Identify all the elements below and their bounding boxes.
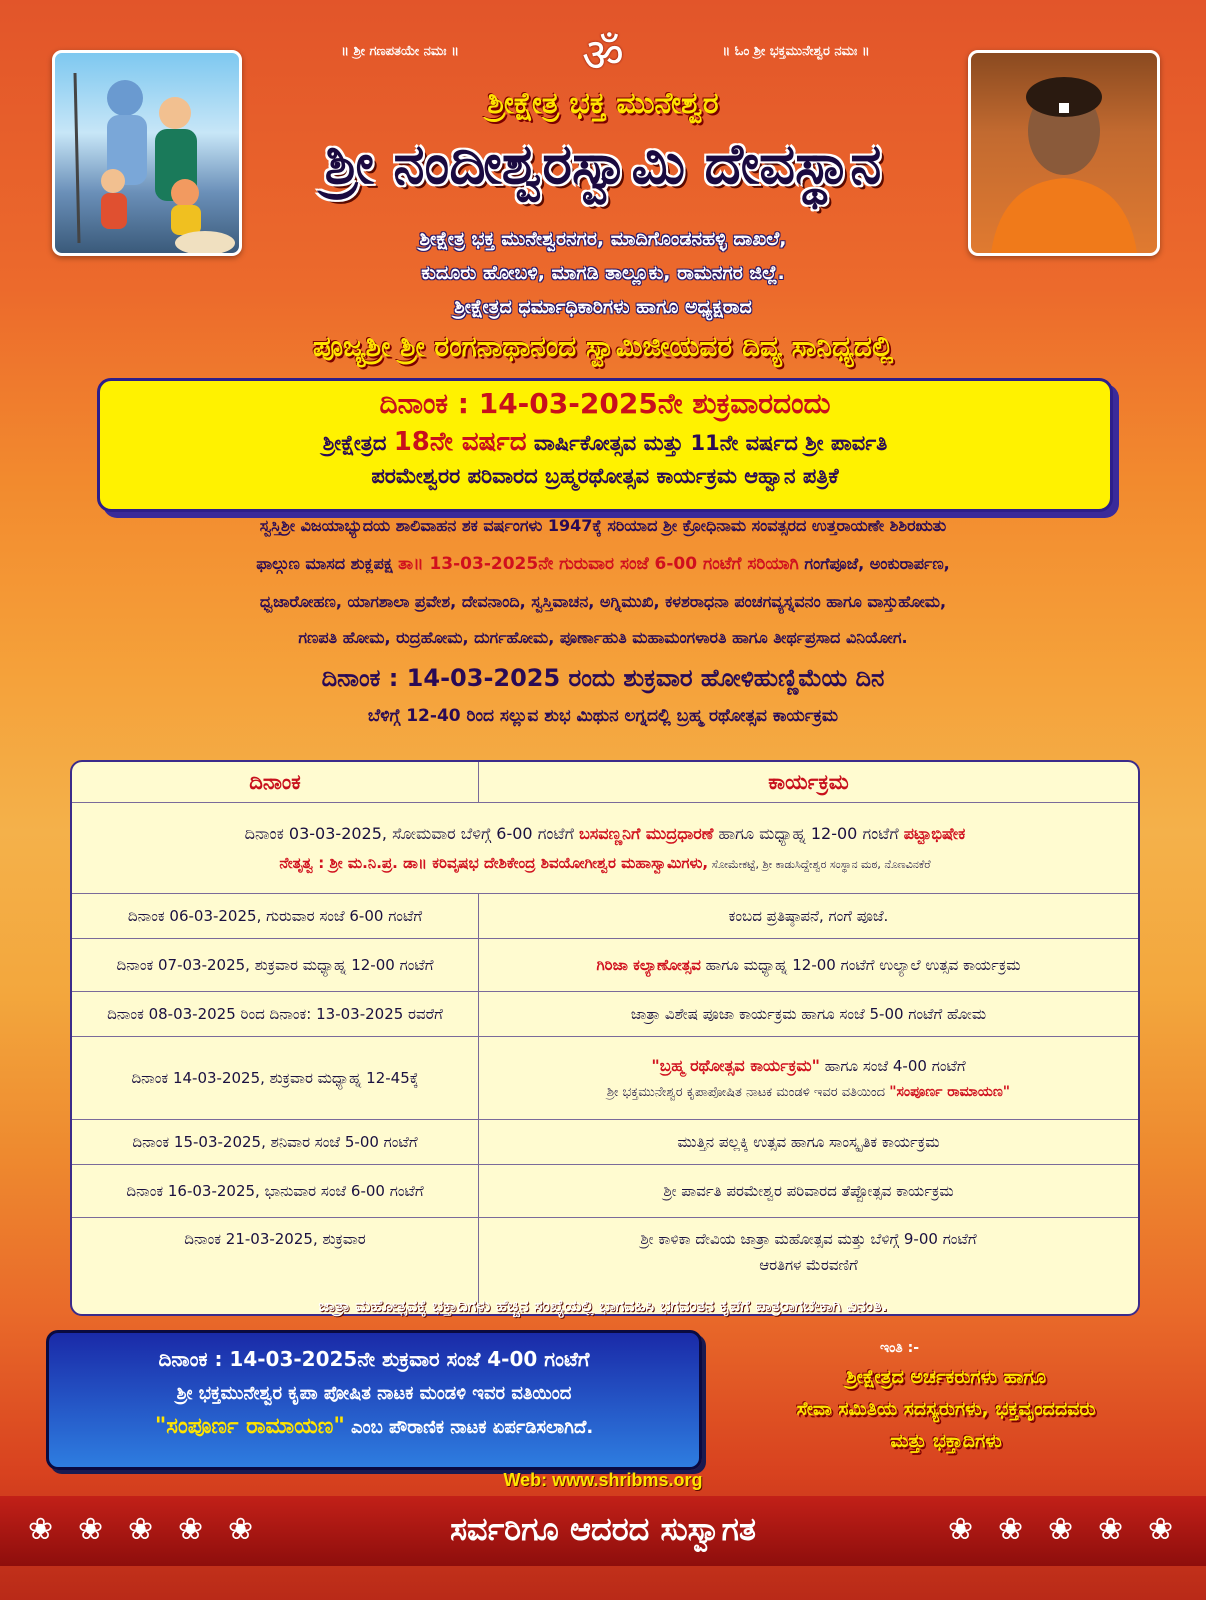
flower-icon: ❀: [1098, 1512, 1124, 1547]
invite-18th-year: 18ನೇ ವರ್ಷದ: [393, 427, 527, 457]
table-row: [72, 992, 1138, 1037]
drama-title-line: [49, 1414, 699, 1439]
flower-icon: ❀: [998, 1512, 1024, 1547]
row-program-text-2: ಆರತಿಗಳ ಮೆರವಣಿಗೆ: [759, 1256, 858, 1274]
row-program: ಶ್ರೀ ಪಾರ್ವತಿ ಪರಮೇಶ್ವರ ಪರಿವಾರದ ತೆಪ್ಪೋತ್ಸವ ಕಾರ್ಯಕ್ರಮ: [479, 1165, 1139, 1218]
invite-line-3: ಪರಮೇಶ್ವರರ ಪರಿವಾರದ ಬ್ರಹ್ಮರಥೋತ್ಸವ ಕಾರ್ಯಕ್ರಮ ಆಹ್ವಾನ ಪತ್ರಿಕೆ: [371, 464, 839, 488]
drama-box: [46, 1330, 702, 1470]
signoff-line-2: ಸೇವಾ ಸಮಿತಿಯ ಸದಸ್ಯರುಗಳು, ಭಕ್ತವೃಂದದವರು: [796, 1398, 1096, 1420]
drama-date: ದಿನಾಂಕ : 14-03-2025ನೇ ಶುಕ್ರವಾರ ಸಂಜೆ 4-00 ಗಂಟೆಗೆ: [158, 1347, 590, 1371]
flower-icon: ❀: [1048, 1512, 1074, 1547]
invite-line-2-a: ಶ್ರೀಕ್ಷೇತ್ರದ: [322, 431, 394, 455]
table-row: [72, 1120, 1138, 1165]
flower-icon: ❀: [1148, 1512, 1174, 1547]
first-event-line-1: [80, 824, 1130, 844]
schedule-table: [70, 760, 1140, 1316]
address-line-3: ಶ್ರೀಕ್ಷೇತ್ರದ ಧರ್ಮಾಧಿಕಾರಿಗಳು ಹಾಗೂ ಅಧ್ಯಕ್ಷರಾದ: [454, 296, 752, 318]
flower-icon: ❀: [948, 1512, 974, 1547]
row-program: ಕಂಬದ ಪ್ರತಿಷ್ಠಾಪನೆ, ಗಂಗೆ ಪೂಜೆ.: [479, 894, 1139, 939]
first-event-text-c: ಹಾಗೂ ಮಧ್ಯಾಹ್ನ 12-00 ಗಂಟೆಗೆ: [713, 824, 904, 843]
intro-line-1: ಸ್ವಸ್ತಿಶ್ರೀ ವಿಜಯಾಭ್ಯುದಯ ಶಾಲಿವಾಹನ ಶಕ ವರ್ಷಂಗಳು 1947ಕ್ಕೆ ಸರಿಯಾದ ಶ್ರೀ ಕ್ರೋಧಿನಾಮ ಸಂವತ್ಸರದ ಉತ್ತರಾಯಣೇ ಶಿಶಿರಋತು: [259, 516, 947, 535]
flower-icon: ❀: [28, 1512, 54, 1547]
signoff-line-3: ಮತ್ತು ಭಕ್ತಾದಿಗಳು: [890, 1430, 1002, 1452]
welcome-text: ಸರ್ವರಿಗೂ ಆದರದ ಸುಸ್ವಾಗತ: [450, 1510, 756, 1548]
intro-line-4: ಗಣಪತಿ ಹೋಮ, ರುದ್ರಹೋಮ, ದುರ್ಗಹೋಮ, ಪೂರ್ಣಾಹುತಿ ಮಹಾಮಂಗಳಾರತಿ ಹಾಗೂ ತೀರ್ಥಪ್ರಸಾದ ವಿನಿಯೋಗ.: [298, 628, 908, 647]
invite-line-2: [100, 427, 1110, 458]
holi-line: ದಿನಾಂಕ : 14-03-2025 ರಂದು ಶುಕ್ರವಾರ ಹೋಳಿಹುಣ್ಣಿಮೆಯ ದಿನ: [321, 664, 885, 692]
intro-line-3: ಧ್ವಜಾರೋಹಣ, ಯಾಗಶಾಲಾ ಪ್ರವೇಶ, ದೇವನಾಂದಿ, ಸ್ವಸ್ತಿವಾಚನ, ಅಗ್ನಿಮುಖಿ, ಕಳಶರಾಧನಾ ಪಂಚಗವ್ಯಸ್ನವನಂ ಹಾಗೂ ವಾಸ್ತುಹೋಮ,: [259, 592, 947, 611]
first-event-highlight-d: ಪಟ್ಟಾಭಿಷೇಕ: [903, 824, 966, 843]
right-invocation: ॥ ಓಂ ಶ್ರೀ ಭಕ್ತಮುನೇಶ್ವರ ನಮಃ ॥: [722, 44, 870, 59]
row-date: ದಿನಾಂಕ 14-03-2025, ಶುಕ್ರವಾರ ಮಧ್ಯಾಹ್ನ 12-45ಕ್ಕೆ: [72, 1037, 479, 1120]
presence-line: ಪೂಜ್ಯಶ್ರೀ ಶ್ರೀ ರಂಗನಾಥಾನಂದ ಸ್ವಾಮಿಜೀಯವರ ದಿವ್ಯ ಸಾನಿಧ್ಯದಲ್ಲಿ: [312, 330, 894, 363]
row-program: [479, 1037, 1139, 1120]
table-row: [72, 894, 1138, 939]
col-program-header: ಕಾರ್ಯಕ್ರಮ: [479, 762, 1139, 803]
flower-icon: ❀: [178, 1512, 204, 1547]
invite-line-2-c: ವಾರ್ಷಿಕೋತ್ಸವ ಮತ್ತು 11ನೇ ವರ್ಷದ ಶ್ರೀ ಪಾರ್ವತಿ: [526, 431, 888, 455]
row-program-text: ಶ್ರೀ ಕಾಳಿಕಾ ದೇವಿಯ ಜಾತ್ರಾ ಮಹೋತ್ಸವ ಮತ್ತು ಬೆಳಿಗ್ಗೆ 9-00 ಗಂಟೆಗೆ: [640, 1230, 977, 1248]
temple-subtitle: ಶ್ರೀಕ್ಷೇತ್ರ ಭಕ್ತ ಮುನೇಶ್ವರ: [487, 86, 719, 121]
drama-troupe: ಶ್ರೀ ಭಕ್ತಮುನೇಶ್ವರ ಕೃಪಾ ಪೋಷಿತ ನಾಟಕ ಮಂಡಳಿ ಇವರ ವತಿಯಿಂದ: [176, 1383, 572, 1404]
col-date-header: ದಿನಾಂಕ: [72, 762, 479, 803]
request-line: ಜಾತ್ರಾ ಮಹೋತ್ಸವಕ್ಕೆ ಭಕ್ತಾದಿಗಳು ಹೆಚ್ಚಿನ ಸಂಖ್ಯೆಯಲ್ಲಿ ಭಾಗವಹಿಸಿ ಭಗವಂತನ ಕೃಪೆಗೆ ಪಾತ್ರರಾಗಬೇಕಾಗಿ ವಿನಂತಿ.: [318, 1296, 888, 1315]
row-date: ದಿನಾಂಕ 16-03-2025, ಭಾನುವಾರ ಸಂಜೆ 6-00 ಗಂಟೆಗೆ: [72, 1165, 479, 1218]
footer-band: [0, 1496, 1206, 1566]
flower-icon: ❀: [78, 1512, 104, 1547]
address-line-1: ಶ್ರೀಕ್ಷೇತ್ರ ಭಕ್ತ ಮುನೇಶ್ವರನಗರ, ಮಾದಿಗೊಂಡನಹಳ್ಳಿ ದಾಖಲೆ,: [419, 228, 787, 250]
first-event-highlight-b: ಬಸವಣ್ಣನಿಗೆ ಮುದ್ರಧಾರಣೆ: [578, 824, 714, 843]
first-event-mutt: ಸೋಮೇಕಟ್ಟೆ, ಶ್ರೀ ಕಾಡುಸಿದ್ದೇಶ್ವರ ಸಂಸ್ಥಾನ ಮಠ, ನೊಣವಿನಕೆರೆ: [708, 858, 931, 871]
intro-line-2: [0, 554, 1206, 574]
iti-label: ಇಂತಿ :-: [880, 1340, 920, 1356]
row-date: ದಿನಾಂಕ 21-03-2025, ಶುಕ್ರವಾರ: [72, 1218, 479, 1317]
row-program: ಜಾತ್ರಾ ವಿಶೇಷ ಪೂಜಾ ಕಾರ್ಯಕ್ರಮ ಹಾಗೂ ಸಂಜೆ 5-00 ಗಂಟೆಗೆ ಹೋಮ: [479, 992, 1139, 1037]
intro-date-highlight: ತಾ॥ 13-03-2025ನೇ ಗುರುವಾರ ಸಂಜೆ 6-00 ಗಂಟೆಗೆ ಸರಿಯಾಗಿ: [398, 554, 799, 574]
temple-title: ಶ್ರೀ ನಂದೀಶ್ವರಸ್ವಾಮಿ ದೇವಸ್ಥಾನ: [324, 132, 882, 197]
left-invocation: ॥ ಶ್ರೀ ಗಣಪತಯೇ ನಮಃ ॥: [341, 44, 459, 59]
intro-line-2-a: ಫಾಲ್ಗುಣ ಮಾಸದ ಶುಕ್ಲಪಕ್ಷ: [256, 554, 399, 573]
first-event-leader: ನೇತೃತ್ವ : ಶ್ರೀ ಮ.ನಿ.ಪ್ರ. ಡಾ॥ ಕರಿವೃಷಭ ದೇಶಿಕೇಂದ್ರ ಶಿವಯೋಗೀಶ್ವರ ಮಹಾಸ್ವಾಮಿಗಳು,: [279, 854, 709, 872]
table-row: [72, 803, 1138, 894]
signoff-line-1: ಶ್ರೀಕ್ಷೇತ್ರದ ಅರ್ಚಕರುಗಳು ಹಾಗೂ: [846, 1366, 1046, 1388]
table-header-row: [72, 762, 1138, 803]
om-symbol: ॐ: [582, 28, 624, 82]
first-event-text-a: ದಿನಾಂಕ 03-03-2025, ಸೋಮವಾರ ಬೆಳಿಗ್ಗೆ 6-00 ಗಂಟೆಗೆ: [244, 824, 579, 843]
website-link[interactable]: Web: www.shribms.org: [503, 1470, 703, 1490]
invite-date: ದಿನಾಂಕ : 14-03-2025ನೇ ಶುಕ್ರವಾರದಂದು: [379, 387, 831, 420]
table-row: [72, 939, 1138, 992]
flower-icon: ❀: [228, 1512, 254, 1547]
invitation-box: [97, 378, 1113, 512]
row-program-highlight: "ಬ್ರಹ್ಮ ರಥೋತ್ಸವ ಕಾರ್ಯಕ್ರಮ": [651, 1056, 820, 1075]
rathotsava-line: ಬೆಳಿಗ್ಗೆ 12-40 ರಿಂದ ಸಲ್ಲುವ ಶುಭ ಮಿಥುನ ಲಗ್ನದಲ್ಲಿ ಬ್ರಹ್ಮ ರಥೋತ್ಸವ ಕಾರ್ಯಕ್ರಮ: [367, 706, 839, 726]
drama-desc: ಎಂಬ ಪೌರಾಣಿಕ ನಾಟಕ ಏರ್ಪಡಿಸಲಾಗಿದೆ.: [344, 1417, 594, 1438]
table-row: [72, 1037, 1138, 1120]
row-program-text: ಹಾಗೂ ಸಂಜೆ 4-00 ಗಂಟೆಗೆ: [819, 1057, 966, 1075]
address-line-2: ಕುದೂರು ಹೋಬಳಿ, ಮಾಗಡಿ ತಾಲ್ಲೂಕು, ರಾಮನಗರ ಜಿಲ್ಲೆ.: [421, 262, 785, 284]
row-date: ದಿನಾಂಕ 15-03-2025, ಶನಿವಾರ ಸಂಜೆ 5-00 ಗಂಟೆಗೆ: [72, 1120, 479, 1165]
row-program-highlight-2: "ಸಂಪೂರ್ಣ ರಾಮಾಯಣ": [889, 1084, 1011, 1100]
table-row: [72, 1165, 1138, 1218]
drama-title: "ಸಂಪೂರ್ಣ ರಾಮಾಯಣ": [154, 1414, 345, 1439]
row-program: ಮುತ್ತಿನ ಪಲ್ಲಕ್ಕಿ ಉತ್ಸವ ಹಾಗೂ ಸಾಂಸ್ಕೃತಿಕ ಕಾರ್ಯಕ್ರಮ: [479, 1120, 1139, 1165]
row-program: [479, 939, 1139, 992]
first-event-line-2: [80, 854, 1130, 872]
intro-line-2-c: ಗಂಗೆಪೂಜೆ, ಅಂಕುರಾರ್ಪಣ,: [798, 554, 950, 573]
flower-icon: ❀: [128, 1512, 154, 1547]
row-program-text-2: ಶ್ರೀ ಭಕ್ತಮುನೇಶ್ವರ ಕೃಪಾಪೋಷಿತ ನಾಟಕ ಮಂಡಳಿ ಇವರ ವತಿಯಿಂದ: [606, 1085, 890, 1100]
row-date: ದಿನಾಂಕ 08-03-2025 ರಿಂದ ದಿನಾಂಕ: 13-03-2025 ರವರೆಗೆ: [72, 992, 479, 1037]
row-date: ದಿನಾಂಕ 06-03-2025, ಗುರುವಾರ ಸಂಜೆ 6-00 ಗಂಟೆಗೆ: [72, 894, 479, 939]
row-program-highlight: ಗಿರಿಜಾ ಕಲ್ಯಾಣೋತ್ಸವ: [596, 956, 701, 974]
row-date: ದಿನಾಂಕ 07-03-2025, ಶುಕ್ರವಾರ ಮಧ್ಯಾಹ್ನ 12-00 ಗಂಟೆಗೆ: [72, 939, 479, 992]
first-event-cell: [72, 803, 1138, 894]
row-program-text: ಹಾಗೂ ಮಧ್ಯಾಹ್ನ 12-00 ಗಂಟೆಗೆ ಉಲ್ಯಾಲೆ ಉತ್ಸವ ಕಾರ್ಯಕ್ರಮ: [700, 956, 1021, 974]
